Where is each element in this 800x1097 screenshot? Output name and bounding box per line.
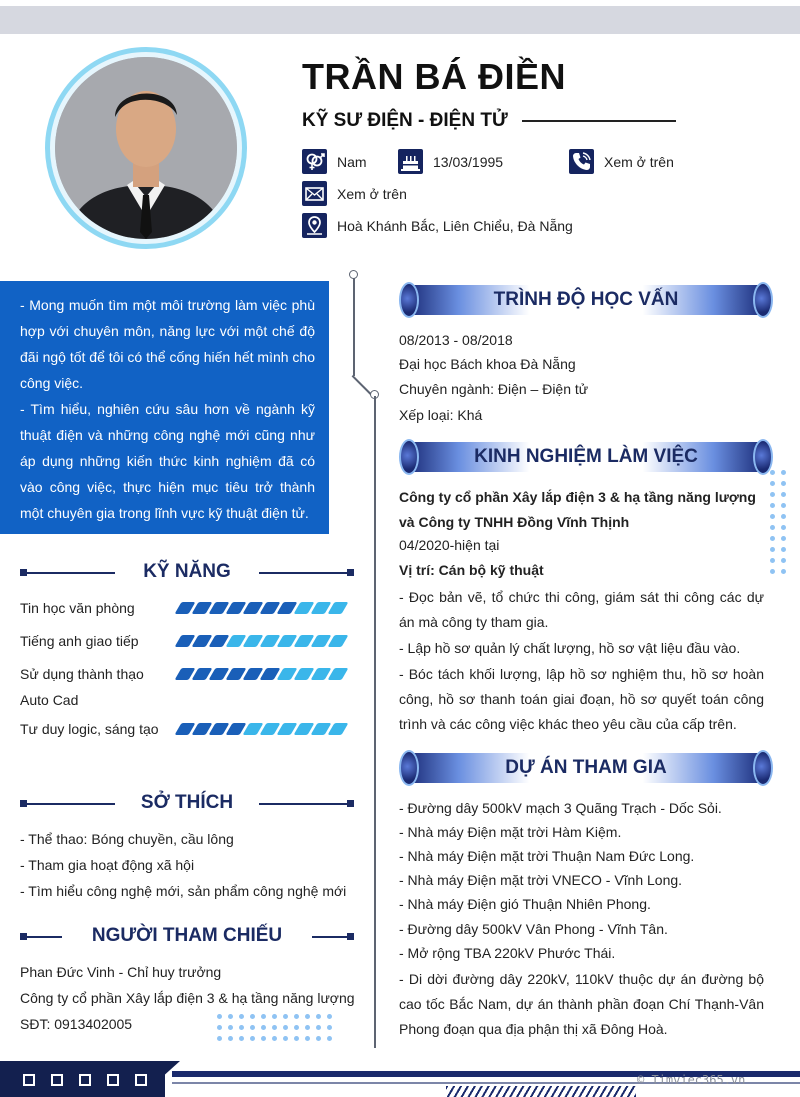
education-grade: Xếp loại: Khá xyxy=(399,407,483,423)
skill-bar xyxy=(178,723,345,735)
skill-bar xyxy=(178,668,345,680)
dot xyxy=(770,514,775,519)
dot xyxy=(781,558,786,563)
objective-paragraph-1: - Mong muốn tìm một môi trường làm việc phù hợp với chuyên môn, năng lực với một chế độ đãi ngộ tốt để tôi có thể cống hiến hết mình cho công việc. xyxy=(20,297,315,391)
education-title: TRÌNH ĐỘ HỌC VẤN xyxy=(493,289,679,310)
dot xyxy=(272,1036,277,1041)
gender-icon xyxy=(302,149,327,174)
dot xyxy=(283,1014,288,1019)
dot xyxy=(781,547,786,552)
footer-square-icon xyxy=(23,1074,35,1086)
dot xyxy=(770,481,775,486)
hobby-item: - Thể thao: Bóng chuyền, cầu lông xyxy=(20,831,234,847)
dot xyxy=(770,492,775,497)
dot xyxy=(250,1014,255,1019)
experience-task: - Lập hồ sơ quản lý chất lượng, hồ sơ vật liệu đầu vào. xyxy=(399,640,741,656)
footer-square-icon xyxy=(51,1074,63,1086)
dot xyxy=(770,470,775,475)
dot xyxy=(781,481,786,486)
candidate-name: TRẦN BÁ ĐIỀN xyxy=(302,56,566,97)
birthday-text: 13/03/1995 xyxy=(433,154,504,170)
skill-segment xyxy=(328,723,349,735)
dot xyxy=(217,1014,222,1019)
project-item: - Nhà máy Điện mặt trời Hàm Kiệm. xyxy=(399,824,622,840)
timeline-line xyxy=(353,276,355,376)
education-banner xyxy=(399,282,773,318)
experience-task: - Đọc bản vẽ, tổ chức thi công, giám sát thi công các dự án mà công ty tham gia. xyxy=(399,589,764,630)
experience-period: 04/2020-hiện tại xyxy=(399,537,500,553)
dot xyxy=(228,1025,233,1030)
references-heading xyxy=(20,925,354,949)
project-item: - Di dời đường dây 220kV, 110kV thuộc dự án đường bộ cao tốc Bắc Nam, dự án thành phần đoạn Chí Thạnh-Vân Phong đoạn qua địa phận thị xã Đông Hoà. xyxy=(399,971,764,1037)
dot xyxy=(770,547,775,552)
dot xyxy=(294,1025,299,1030)
dot xyxy=(261,1014,266,1019)
timeline-dot xyxy=(349,270,358,279)
experience-task: - Bóc tách khối lượng, lập hồ sơ nghiệm thu, hồ sơ hoàn công, hồ sơ thanh toán giai đoạn, hồ sơ quyết toán công trình và các công việc khác theo yêu cầu của cấp trên. xyxy=(399,666,764,732)
objective-paragraph-2: - Tìm hiểu, nghiên cứu sâu hơn về ngành kỹ thuật điện và những công nghệ mới cũng như áp dụng những kiến thức kinh nghiệm đã có vào công việc, thực hiện mục tiêu trở thành một chuyên gia trong lĩnh vực kỹ thuật điện tử. xyxy=(20,401,315,521)
dot xyxy=(239,1025,244,1030)
dot xyxy=(217,1036,222,1041)
dot xyxy=(327,1036,332,1041)
projects-banner xyxy=(399,750,773,786)
dot xyxy=(781,503,786,508)
phone-text: Xem ở trên xyxy=(604,154,674,170)
reference-line: Phan Đức Vinh - Chỉ huy trưởng xyxy=(20,964,222,980)
hobby-item: - Tìm hiểu công nghệ mới, sản phẩm công nghệ mới xyxy=(20,883,347,899)
experience-company: Công ty cổ phần Xây lắp điện 3 & hạ tầng năng lượng và Công ty TNHH Đồng Vĩnh Thịnh xyxy=(399,489,756,530)
dot xyxy=(305,1014,310,1019)
dot xyxy=(261,1036,266,1041)
dot xyxy=(781,569,786,574)
title-divider xyxy=(522,120,676,122)
career-objective xyxy=(0,281,329,534)
dot xyxy=(250,1025,255,1030)
email-text: Xem ở trên xyxy=(337,186,407,202)
footer-brand: © Timviec365.vn xyxy=(637,1073,746,1087)
skills-title: KỸ NĂNG xyxy=(143,561,231,582)
footer-square-icon xyxy=(135,1074,147,1086)
project-item: - Đường dây 500kV mạch 3 Quãng Trạch - Dốc Sỏi. xyxy=(399,800,722,816)
dot xyxy=(239,1014,244,1019)
footer-stripes xyxy=(446,1086,636,1097)
dot xyxy=(770,503,775,508)
job-title: KỸ SƯ ĐIỆN - ĐIỆN TỬ xyxy=(302,110,508,131)
skill-name: Tư duy logic, sáng tạo xyxy=(20,721,159,737)
dot xyxy=(781,536,786,541)
dot xyxy=(217,1025,222,1030)
experience-position: Vị trí: Cán bộ kỹ thuật xyxy=(399,562,544,578)
skill-segment xyxy=(328,602,349,614)
project-item: - Nhà máy Điện mặt trời Thuận Nam Đức Long. xyxy=(399,848,695,864)
skill-segment xyxy=(328,635,349,647)
dot xyxy=(272,1014,277,1019)
dot xyxy=(305,1036,310,1041)
dot xyxy=(770,569,775,574)
dot xyxy=(316,1036,321,1041)
address-text: Hoà Khánh Bắc, Liên Chiểu, Đà Nẵng xyxy=(337,218,573,234)
dot xyxy=(770,558,775,563)
mail-icon xyxy=(302,181,327,206)
hobbies-title: SỞ THÍCH xyxy=(140,792,234,813)
dot xyxy=(250,1036,255,1041)
reference-line: Công ty cổ phần Xây lắp điện 3 & hạ tầng năng lượng xyxy=(20,990,355,1006)
projects-title: DỰ ÁN THAM GIA xyxy=(505,757,667,778)
dot xyxy=(770,525,775,530)
project-item: - Mở rộng TBA 220kV Phước Thái. xyxy=(399,945,616,961)
dot xyxy=(283,1025,288,1030)
dot xyxy=(781,525,786,530)
education-period: 08/2013 - 08/2018 xyxy=(399,332,513,348)
dot xyxy=(272,1025,277,1030)
experience-title: KINH NGHIỆM LÀM VIỆC xyxy=(474,446,698,467)
project-item: - Đường dây 500kV Vân Phong - Vĩnh Tân. xyxy=(399,921,668,937)
footer-square-icon xyxy=(107,1074,119,1086)
dot xyxy=(327,1025,332,1030)
skill-name: Tin học văn phòng xyxy=(20,600,135,616)
cake-icon xyxy=(398,149,423,174)
dot xyxy=(781,514,786,519)
references-title: NGƯỜI THAM CHIẾU xyxy=(91,925,283,946)
dot xyxy=(294,1036,299,1041)
phone-icon xyxy=(569,149,594,174)
gender-text: Nam xyxy=(337,154,367,170)
project-item: - Nhà máy Điện mặt trời VNECO - Vĩnh Long. xyxy=(399,872,683,888)
skill-segment xyxy=(328,668,349,680)
dot xyxy=(327,1014,332,1019)
dots-decoration xyxy=(217,1014,332,1041)
dot xyxy=(781,470,786,475)
education-major: Chuyên ngành: Điện – Điện tử xyxy=(399,381,589,397)
dot xyxy=(228,1014,233,1019)
top-band xyxy=(0,6,800,34)
reference-line: SĐT: 0913402005 xyxy=(20,1016,133,1032)
dot xyxy=(781,492,786,497)
dot xyxy=(283,1036,288,1041)
hobby-item: - Tham gia hoạt động xã hội xyxy=(20,857,195,873)
skill-name: Tiếng anh giao tiếp xyxy=(20,633,139,649)
experience-banner xyxy=(399,439,773,475)
avatar xyxy=(55,57,237,239)
dot xyxy=(228,1036,233,1041)
dot xyxy=(770,536,775,541)
skill-bar xyxy=(178,602,345,614)
dots-decoration xyxy=(770,470,786,574)
project-item: - Nhà máy Điện gió Thuận Nhiên Phong. xyxy=(399,896,651,912)
dot xyxy=(316,1025,321,1030)
dot xyxy=(261,1025,266,1030)
dot xyxy=(239,1036,244,1041)
dot xyxy=(305,1025,310,1030)
footer-square-icon xyxy=(79,1074,91,1086)
education-school: Đại học Bách khoa Đà Nẵng xyxy=(399,356,576,372)
skill-name: Sử dụng thành thạo Auto Cad xyxy=(20,666,144,708)
location-icon xyxy=(302,213,327,238)
dot xyxy=(294,1014,299,1019)
skill-bar xyxy=(178,635,345,647)
dot xyxy=(316,1014,321,1019)
timeline-line xyxy=(374,396,376,1048)
skills-heading xyxy=(20,561,354,585)
hobbies-heading xyxy=(20,792,354,816)
